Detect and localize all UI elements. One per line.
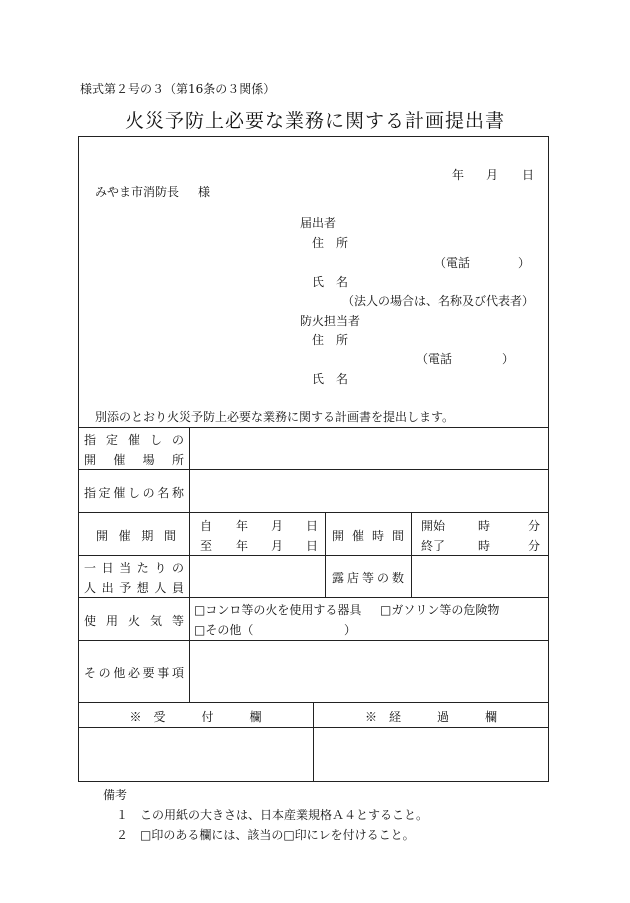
fire-manager-phone-close: ） [502,352,515,366]
period-from-day: 日 [306,519,319,533]
row-divider [78,512,549,513]
period-from-year: 年 [236,519,249,533]
time-end-minute: 分 [528,539,541,553]
time-end: 終了 [421,539,446,553]
venue-label-line1: 指 定 催 し の [84,433,184,447]
reception-column-header: ※ 受 付 欄 [129,710,262,724]
applicant-phone-open: （電話 [434,256,471,270]
applicant-corp-note: （法人の場合は、名称及び代表者） [342,294,535,308]
period-to-year: 年 [236,539,249,553]
recipient-honorific: 様 [198,185,211,199]
column-divider [411,512,412,597]
attendance-label-line2: 人 出 予 想 人 員 [84,581,184,595]
submission-statement: 別添のとおり火災予防上必要な業務に関する計画書を提出します。 [95,410,455,424]
venue-label-line2: 開 催 場 所 [84,453,184,467]
recipient-name: みやま市消防長 [95,185,180,199]
label-column-divider [189,427,190,702]
date-month-label: 月 [486,168,499,182]
row-divider [78,597,549,598]
date-day-label: 日 [522,168,535,182]
date-year-label: 年 [452,168,465,182]
row-divider [78,427,549,428]
progress-column-header: ※ 経 過 欄 [364,710,497,724]
remarks-item: ２ □印のある欄には、該当の□印にレを付けること。 [116,828,415,842]
time-label: 開 催 時 間 [332,529,404,543]
attendance-label-line1: 一 日 当 た り の [84,561,184,575]
event-name-label: 指 定 催 し の 名 称 [84,486,184,500]
time-start-minute: 分 [528,519,541,533]
fire-use-label: 使 用 火 気 等 [84,614,184,628]
remarks-title: 備考 [103,788,128,802]
period-from-month: 月 [271,519,284,533]
time-start-hour: 時 [478,519,491,533]
period-to-month: 月 [271,539,284,553]
fire-manager-title: 防火担当者 [300,314,361,328]
remarks-item: １ この用紙の大きさは、日本産業規格Ａ４とすること。 [116,808,429,822]
fire-manager-phone-open: （電話 [416,352,453,366]
option-other-checkbox[interactable]: □その他（ [194,623,254,637]
applicant-address-label: 住 所 [312,236,349,250]
column-divider [325,512,326,597]
other-matters-label: そ の 他 必 要 事 項 [84,666,184,680]
period-to-day: 日 [306,539,319,553]
option-stove-checkbox[interactable]: □コンロ等の火を使用する器具 [194,603,362,617]
option-other-close: ） [344,623,357,637]
fire-manager-name-label: 氏 名 [312,372,349,386]
fire-manager-address-label: 住 所 [312,333,349,347]
row-divider [78,469,549,470]
period-to: 至 [200,539,213,553]
applicant-phone-close: ） [518,256,531,270]
applicant-title: 届出者 [300,216,337,230]
time-start: 開始 [421,519,446,533]
row-divider [78,640,549,641]
row-divider [78,555,549,556]
period-from: 自 [200,519,213,533]
option-gasoline-checkbox[interactable]: □ガソリン等の危険物 [380,603,500,617]
stalls-label: 露 店 等 の 数 [332,571,404,585]
applicant-name-label: 氏 名 [312,275,349,289]
form-reference: 様式第２号の３（第16条の３関係） [80,82,276,96]
document-title: 火災予防上必要な業務に関する計画提出書 [124,110,505,132]
period-label: 開 催 期 間 [96,529,176,543]
time-end-hour: 時 [478,539,491,553]
